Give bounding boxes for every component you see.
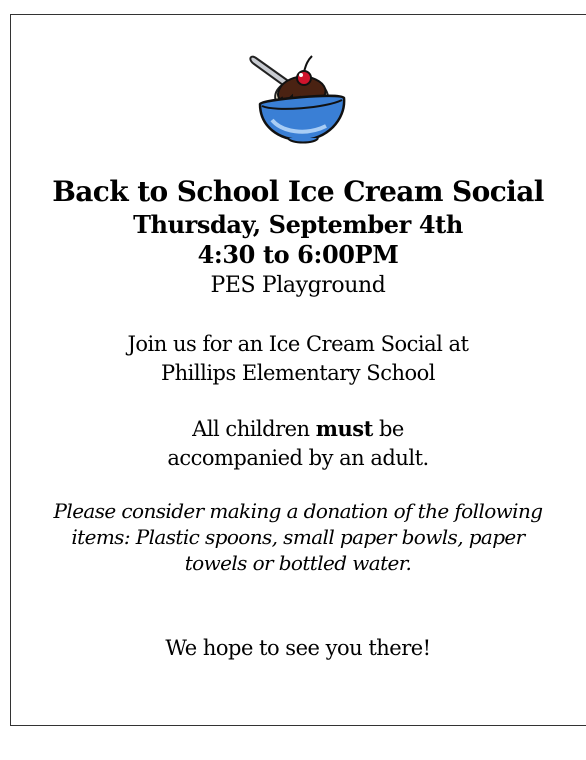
children-paragraph [10,414,586,473]
children-pre: All children [192,417,316,441]
children-line-2: accompanied by an adult. [167,446,429,470]
donation-line-2: items: Plastic spoons, small paper bowls, paper [71,525,525,549]
join-line-2: Phillips Elementary School [161,361,435,385]
event-time: 4:30 to 6:00PM [197,240,399,269]
flyer-title: Back to School Ice Cream Social [52,175,544,208]
ice-cream-sundae-icon [246,50,350,146]
event-date: Thursday, September 4th [133,210,463,239]
join-paragraph [10,330,586,388]
children-post: be [372,417,404,441]
donation-line-3: towels or bottled water. [184,551,412,575]
closing-line: We hope to see you there! [165,636,431,660]
donation-line-1: Please consider making a donation of the following [53,499,543,523]
children-emphasis: must [315,416,373,441]
donation-paragraph [20,498,576,576]
event-location: PES Playground [210,273,386,298]
children-line-1 [10,414,586,444]
join-line-1: Join us for an Ice Cream Social at [127,332,469,356]
